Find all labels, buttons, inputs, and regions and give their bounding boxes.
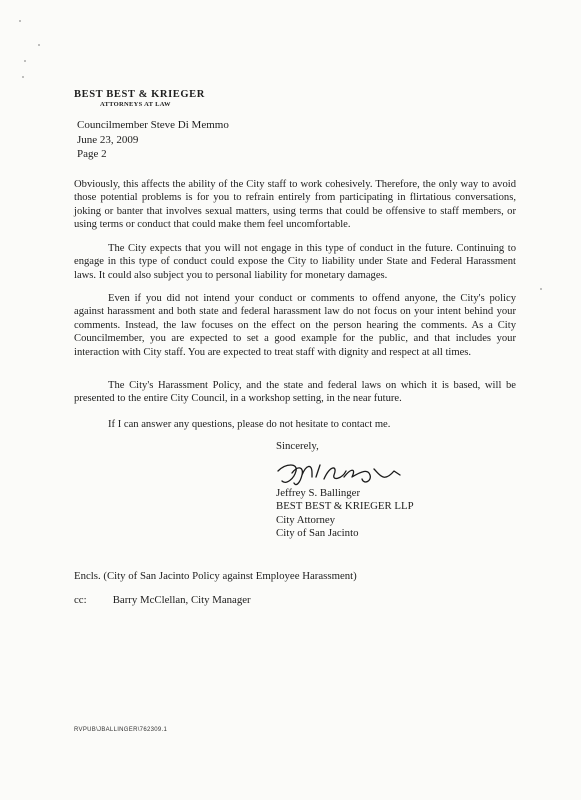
signer-title: City Attorney <box>276 513 336 526</box>
scan-speck <box>24 60 26 62</box>
body-paragraph: The City's Harassment Policy, and the state and federal laws on which it is based, will be presented to the entire City Council, in a workshop setting, in the near future. <box>74 380 516 405</box>
signer-firm: BEST BEST & KRIEGER LLP <box>276 500 414 513</box>
body-paragraph: If I can answer any questions, please do not hesitate to contact me. <box>108 419 391 430</box>
signature-block <box>276 487 414 541</box>
date-line: June 23, 2009 <box>77 133 139 146</box>
cc-recipient: Barry McClellan, City Manager <box>112 594 251 606</box>
letterhead <box>74 89 205 108</box>
document-id: RVPUB\JBALLINGER\762309.1 <box>74 727 168 733</box>
page-number: Page 2 <box>77 148 107 161</box>
scan-speck <box>22 76 24 78</box>
recipient-line: Councilmember Steve Di Memmo <box>77 119 229 131</box>
handwritten-signature <box>272 455 412 491</box>
body-paragraph: Even if you did not intend your conduct or comments to offend anyone, the City's policy against harassment and both state and federal harassment law do not focus on your intent behind your comments. Instead, the law focuses on the effect on the person hearing the comments. As a City Councilmember, you are expected to set a good example for the public, and that includes your interaction with City staff. You are expected to treat staff with dignity and respect at all times. <box>74 293 516 358</box>
scan-speck <box>540 288 542 290</box>
salutation <box>276 440 319 453</box>
firm-subtitle: ATTORNEYS AT LAW <box>100 101 171 108</box>
cc-label: cc: <box>74 594 87 606</box>
signer-organization: City of San Jacinto <box>276 527 359 540</box>
cc-line <box>74 594 251 606</box>
body-paragraph: The City expects that you will not engage in this type of conduct in the future. Continuing to engage in this type of conduct could expose the City to liability under State and Federal Harassment laws. It could also subject you to personal liability for monetary damages. <box>74 243 516 281</box>
enclosures-line: Encls. (City of San Jacinto Policy against Employee Harassment) <box>74 570 357 582</box>
reference-block <box>77 118 229 162</box>
scan-speck <box>19 20 21 22</box>
signer-name: Jeffrey S. Ballinger <box>276 487 361 499</box>
firm-name: BEST BEST & KRIEGER <box>74 89 205 100</box>
scan-speck <box>38 44 40 46</box>
closing-salutation: Sincerely, <box>276 440 319 452</box>
body-paragraph: Obviously, this affects the ability of the City staff to work cohesively. Therefore, the only way to avoid those potential problems is for you to refrain entirely from participating in flirtatious conversations, joking or banter that involves sexual matters, using terms that could be offensive to staff members, or using terms or conduct that could make them feel uncomfortable. <box>74 179 516 231</box>
